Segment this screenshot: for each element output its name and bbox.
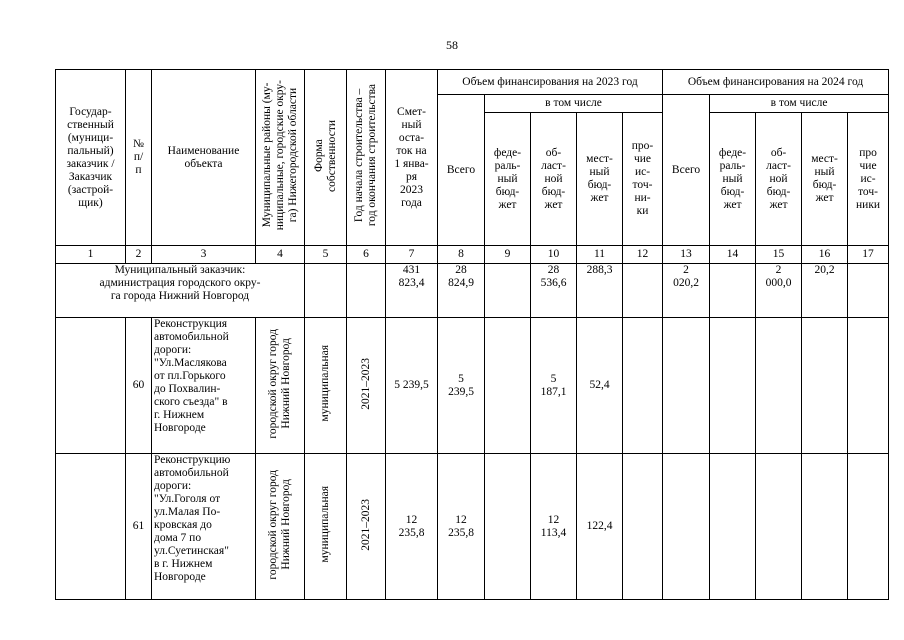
header-local-2023: мест- ный бюд- жет	[577, 113, 623, 246]
row-federal-2024	[710, 318, 756, 454]
row-total-2023: 12 235,8	[438, 454, 485, 600]
row-regional-2024	[756, 318, 802, 454]
header-financing-2023: Объем финансирования на 2023 год	[438, 70, 663, 95]
row-municipality: городской округ город Нижний Новгород	[256, 318, 305, 454]
row-total-2024	[663, 454, 710, 600]
row-other-2023	[623, 318, 663, 454]
summary-local-2023: 288,3	[577, 264, 623, 318]
header-including-2024: в том числе	[710, 95, 889, 113]
summary-local-2024: 20,2	[802, 264, 848, 318]
row-object-name: Реконструкцию автомобильной дороги: "Ул.Гоголя от ул.Малая По- кровская до дома 7 по ул.Суетинская" в г. Нижнем Новгороде	[152, 454, 256, 600]
row-ownership: муниципальная	[305, 318, 347, 454]
row-municipality: городской округ город Нижний Новгород	[256, 454, 305, 600]
row-remainder: 5 239,5	[386, 318, 438, 454]
header-other-2023: про- чие ис- точ- ни- ки	[623, 113, 663, 246]
column-number: 4	[256, 246, 305, 264]
row-customer	[56, 454, 126, 600]
column-number: 11	[577, 246, 623, 264]
row-number: 61	[126, 454, 152, 600]
row-customer	[56, 318, 126, 454]
column-number: 2	[126, 246, 152, 264]
header-estimated-remainder: Смет- ный оста- ток на 1 янва- ря 2023 года	[386, 70, 438, 246]
row-object-name: Реконструкция автомобильной дороги: "Ул.Маслякова от пл.Горького до Похвалин- ского съезда" в г. Нижнем Новгороде	[152, 318, 256, 454]
summary-total-2024: 2 020,2	[663, 264, 710, 318]
header-row-1	[56, 70, 889, 95]
row-local-2023: 122,4	[577, 454, 623, 600]
summary-other-2023	[623, 264, 663, 318]
row-number: 60	[126, 318, 152, 454]
header-object-name: Наименование объекта	[152, 70, 256, 246]
summary-regional-2023: 28 536,6	[531, 264, 577, 318]
row-regional-2024	[756, 454, 802, 600]
row-regional-2023: 12 113,4	[531, 454, 577, 600]
row-federal-2023	[485, 318, 531, 454]
column-number: 3	[152, 246, 256, 264]
summary-total-2023: 28 824,9	[438, 264, 485, 318]
header-regional-2023: об- ласт- ной бюд- жет	[531, 113, 577, 246]
row-total-2024	[663, 318, 710, 454]
header-financing-2024: Объем финансирования на 2024 год	[663, 70, 889, 95]
header-federal-2024: феде- раль- ный бюд- жет	[710, 113, 756, 246]
row-ownership: муниципальная	[305, 454, 347, 600]
column-number: 7	[386, 246, 438, 264]
table-row	[56, 454, 889, 600]
row-federal-2024	[710, 454, 756, 600]
column-number: 14	[710, 246, 756, 264]
summary-federal-2023	[485, 264, 531, 318]
column-number: 12	[623, 246, 663, 264]
column-number: 5	[305, 246, 347, 264]
header-customer: Государ- ственный (муници- пальный) заказчик / Заказчик (застрой- щик)	[56, 70, 126, 246]
summary-regional-2024: 2 000,0	[756, 264, 802, 318]
row-regional-2023: 5 187,1	[531, 318, 577, 454]
column-number-row	[56, 246, 889, 264]
summary-other-2024	[848, 264, 889, 318]
row-other-2024	[848, 454, 889, 600]
header-regional-2024: об- ласт- ной бюд- жет	[756, 113, 802, 246]
header-number: № п/ п	[126, 70, 152, 246]
column-number: 17	[848, 246, 889, 264]
column-number: 15	[756, 246, 802, 264]
header-federal-2023: феде- раль- ный бюд- жет	[485, 113, 531, 246]
column-number: 16	[802, 246, 848, 264]
column-number: 13	[663, 246, 710, 264]
summary-years	[347, 264, 386, 318]
summary-federal-2024	[710, 264, 756, 318]
column-number: 1	[56, 246, 126, 264]
row-years: 2021–2023	[347, 454, 386, 600]
row-years: 2021–2023	[347, 318, 386, 454]
row-local-2024	[802, 318, 848, 454]
summary-remainder: 431 823,4	[386, 264, 438, 318]
summary-ownership	[305, 264, 347, 318]
row-total-2023: 5 239,5	[438, 318, 485, 454]
row-local-2024	[802, 454, 848, 600]
summary-customer-label: Муниципальный заказчик: администрация городского окру- га города Нижний Новгород	[56, 264, 305, 318]
row-local-2023: 52,4	[577, 318, 623, 454]
column-number: 9	[485, 246, 531, 264]
header-total-2023: Всего	[438, 95, 485, 246]
header-municipality: Муниципальные районы (му- ниципальные, городские окру- га) Нижегородской области	[256, 70, 305, 246]
table-row	[56, 318, 889, 454]
column-number: 10	[531, 246, 577, 264]
header-including-2023: в том числе	[485, 95, 663, 113]
row-other-2024	[848, 318, 889, 454]
header-other-2024: про чие ис- точ- ники	[848, 113, 889, 246]
header-total-2024: Всего	[663, 95, 710, 246]
investment-program-table	[55, 69, 889, 600]
column-number: 6	[347, 246, 386, 264]
header-ownership: Форма собственности	[305, 70, 347, 246]
row-other-2023	[623, 454, 663, 600]
header-local-2024: мест- ный бюд- жет	[802, 113, 848, 246]
summary-row	[56, 264, 889, 318]
row-remainder: 12 235,8	[386, 454, 438, 600]
row-federal-2023	[485, 454, 531, 600]
header-years: Год начала строительства – год окончания строительства	[347, 70, 386, 246]
column-number: 8	[438, 246, 485, 264]
page-number: 58	[446, 38, 458, 52]
